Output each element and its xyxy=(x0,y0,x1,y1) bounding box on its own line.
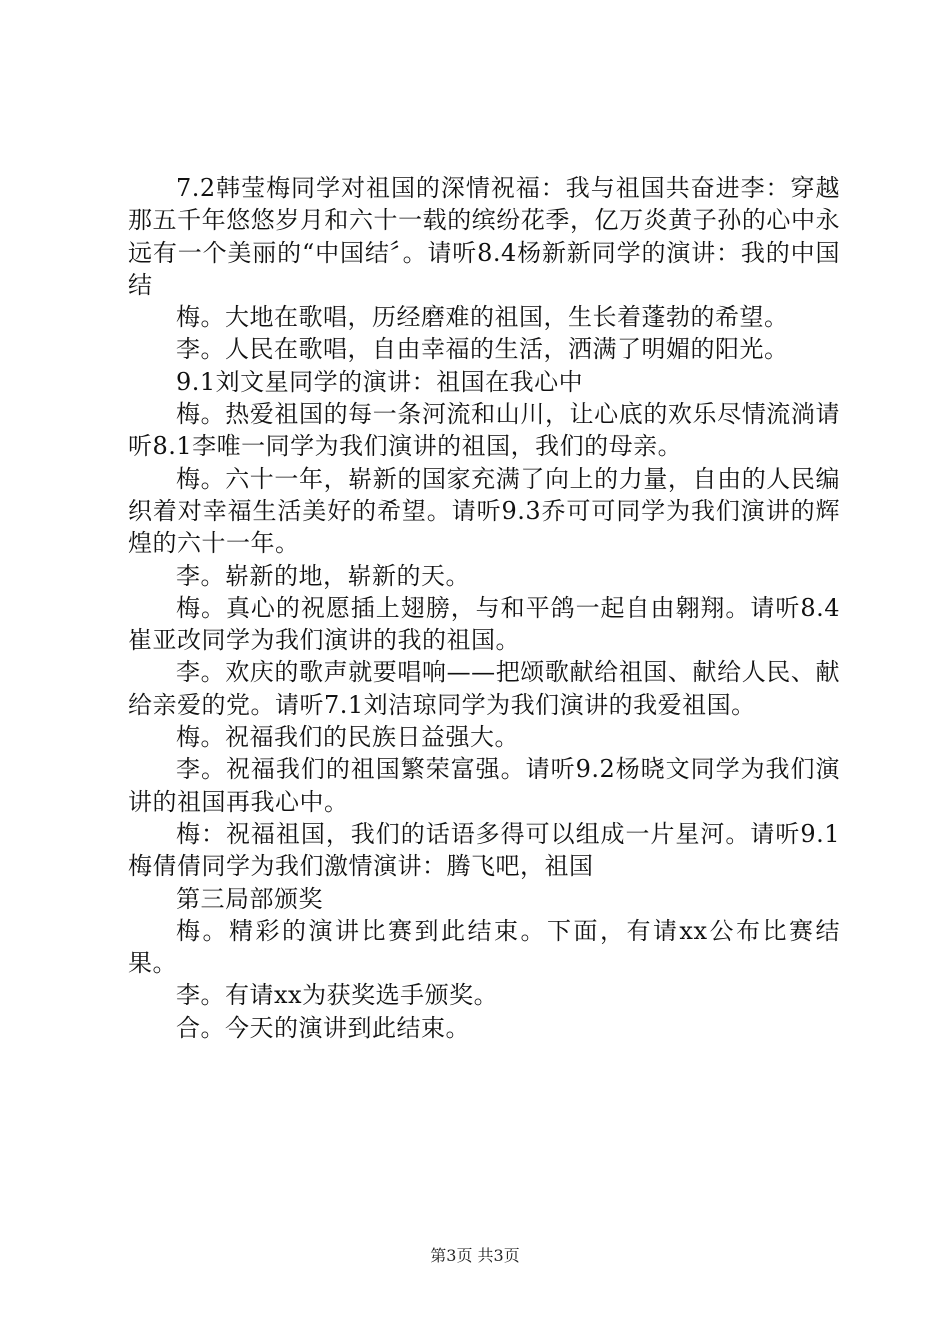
paragraph: 李。人民在歌唱，自由幸福的生活，洒满了明媚的阳光。 xyxy=(176,335,789,364)
paragraph: 梅。热爱祖国的每一条河流和山川，让心底的欢乐尽情流淌请听8.1李唯一同学为我们演讲的祖国，我们的母亲。 xyxy=(128,400,840,461)
paragraph: 梅。精彩的演讲比赛到此结束。下面，有请xx公布比赛结果。 xyxy=(128,916,840,978)
paragraph: 李。祝福我们的祖国繁荣富强。请听9.2杨晓文同学为我们演讲的祖国再我心中。 xyxy=(128,755,840,816)
paragraph: 李。有请xx为获奖选手颁奖。 xyxy=(176,981,499,1010)
paragraph: 合。今天的演讲到此结束。 xyxy=(176,1013,470,1042)
paragraph: 梅。六十一年，崭新的国家充满了向上的力量，自由的人民编织着对幸福生活美好的希望。请听9.3乔可可同学为我们演讲的辉煌的六十一年。 xyxy=(128,464,840,558)
page-number-footer: 第3页 共3页 xyxy=(430,1246,520,1265)
paragraph: 梅。大地在歌唱，历经磨难的祖国，生长着蓬勃的希望。 xyxy=(176,303,789,332)
paragraph: 李。欢庆的歌声就要唱响——把颂歌献给祖国、献给人民、献给亲爱的党。请听7.1刘洁琼同学为我们演讲的我爱祖国。 xyxy=(128,658,840,719)
paragraph: 李。崭新的地，崭新的天。 xyxy=(176,561,470,590)
paragraph: 梅：祝福祖国，我们的话语多得可以组成一片星河。请听9.1梅倩倩同学为我们激情演讲：腾飞吧，祖国 xyxy=(128,819,840,881)
paragraph: 梅。祝福我们的民族日益强大。 xyxy=(176,723,519,752)
paragraph: 9.1刘文星同学的演讲：祖国在我心中 xyxy=(176,367,584,396)
document-body xyxy=(128,172,840,1044)
paragraph: 梅。真心的祝愿插上翅膀，与和平鸽一起自由翱翔。请听8.4崔亚改同学为我们演讲的我的祖国。 xyxy=(128,593,840,655)
section-heading: 第三局部颁奖 xyxy=(176,884,323,913)
paragraph: 7.2韩莹梅同学对祖国的深情祝福：我与祖国共奋进李：穿越那五千年悠悠岁月和六十一载的缤纷花季，亿万炎黄子孙的心中永远有一个美丽的“中国结〞。请听8.4杨新新同学的演讲：我的中国结 xyxy=(128,174,840,299)
